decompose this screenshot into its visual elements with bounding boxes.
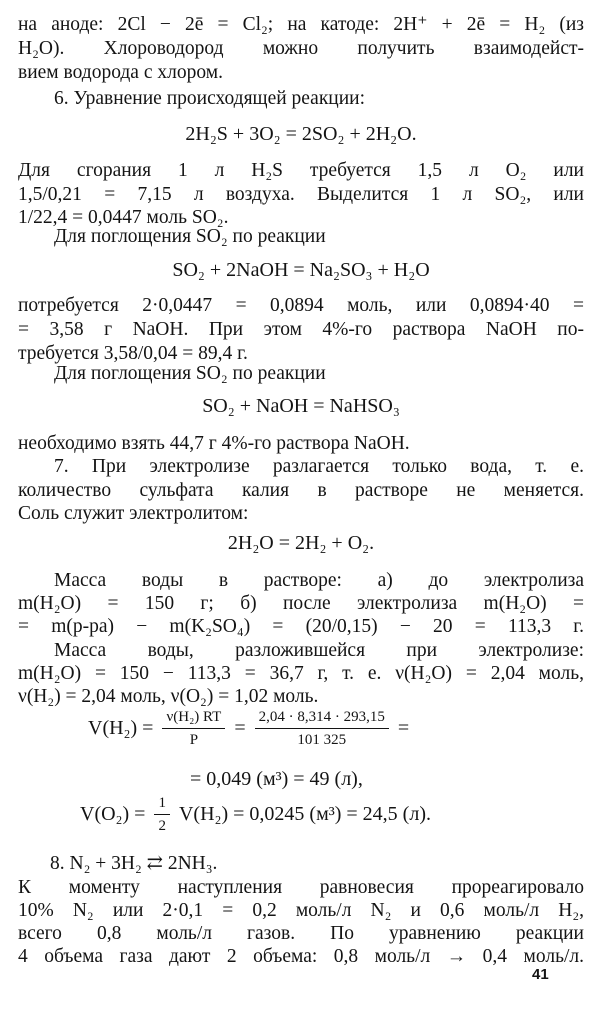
page-number: 41 (532, 966, 549, 983)
text-line: = 3,58 г NaOH. При этом 4%-го раствора NaOH по- (18, 319, 584, 340)
fraction-numerator: ν(H₂) RT (162, 708, 225, 729)
section-heading-6: 6. Уравнение происходящей реакции: (54, 88, 366, 109)
fraction-denominator: 101 325 (297, 732, 347, 748)
text-line: 1,5/0,21 = 7,15 л воздуха. Выделится 1 л SO₂, или (18, 184, 584, 205)
fraction (255, 708, 389, 749)
text-line: вием водорода с хлором. (18, 62, 223, 83)
text-line: требуется 3,58/0,04 = 89,4 г. (18, 343, 248, 364)
equation-naoh-2: SO₂ + NaOH = NaHSO₃ (202, 395, 400, 417)
equation-combustion: 2H₂S + 3O₂ = 2SO₂ + 2H₂O. (185, 123, 417, 145)
text-line: m(H₂O) = 150 − 113,3 = 36,7 г, т. е. ν(H₂O) = 2,04 моль, (18, 663, 584, 684)
text-line: = m(р-ра) − m(K₂SO₄) = (20/0,15) − 20 = 113,3 г. (18, 616, 584, 637)
text-line: потребуется 2·0,0447 = 0,0894 моль, или 0,0894·40 = (18, 295, 584, 316)
equation-naoh-1: SO₂ + 2NaOH = Na₂SO₃ + H₂O (172, 259, 430, 281)
text-line: необходимо взять 44,7 г 4%-го раствора NaOH. (18, 433, 410, 454)
text-line: К моменту наступления равновесия прореагировало (18, 877, 584, 898)
fraction (154, 794, 170, 835)
equation-volume-o2 (80, 794, 431, 835)
text-line: 10% N₂ или 2·0,1 = 0,2 моль/л N₂ и 0,6 моль/л H₂, (18, 900, 584, 921)
fraction-denominator: 2 (158, 818, 166, 834)
text-line: ν(H₂) = 2,04 моль, ν(O₂) = 1,02 моль. (18, 686, 319, 707)
eq-sign: = (397, 717, 410, 739)
text-line: всего 0,8 моль/л газов. По уравнению реакции (18, 923, 584, 944)
eq-left: V(H₂) = (88, 717, 154, 739)
text-line: количество сульфата калия в растворе не меняется. (18, 480, 584, 501)
fraction-numerator: 1 (154, 794, 170, 815)
text-line: H₂O). Хлороводород можно получить взаимодейст- (18, 38, 584, 59)
fraction-numerator: 2,04 · 8,314 · 293,15 (255, 708, 389, 729)
text-line: Соль служит электролитом: (18, 503, 249, 524)
eq-left: V(O₂) = (80, 803, 146, 825)
text-line: m(H₂O) = 150 г; б) после электролиза m(H₂O) = (18, 593, 584, 614)
fraction (162, 708, 225, 749)
text-line: Для поглощения SO₂ по реакции (54, 363, 326, 384)
text-line: 1/22,4 = 0,0447 моль SO₂. (18, 207, 229, 228)
equation-electrolysis: 2H₂O = 2H₂ + O₂. (227, 532, 375, 554)
equation-result-h2: = 0,049 (м³) = 49 (л), (190, 768, 363, 790)
section-7-line: 7. При электролизе разлагается только вода, т. е. (54, 456, 584, 477)
text-line: Масса воды, разложившейся при электролизе: (54, 640, 584, 661)
text-line: Масса воды в растворе: а) до электролиза (54, 570, 584, 591)
equation-volume-h2 (88, 708, 409, 749)
section-heading-8: 8. N₂ + 3H₂ ⇄ 2NH₃. (50, 853, 218, 874)
eq-right: V(H₂) = 0,0245 (м³) = 24,5 (л). (178, 803, 431, 825)
text-line: Для сгорания 1 л H₂S требуется 1,5 л O₂ или (18, 160, 584, 181)
fraction-denominator: P (189, 732, 199, 748)
text-line: 4 объема газа дают 2 объема: 0,8 моль/л → 0,4 моль/л. (18, 946, 584, 967)
eq-sign: = (234, 717, 246, 739)
text-line: на аноде: 2Cl − 2ē = Cl₂; на катоде: 2H⁺ + 2ē = H₂ (из (18, 14, 584, 35)
text-line: Для поглощения SO₂ по реакции (54, 226, 326, 247)
